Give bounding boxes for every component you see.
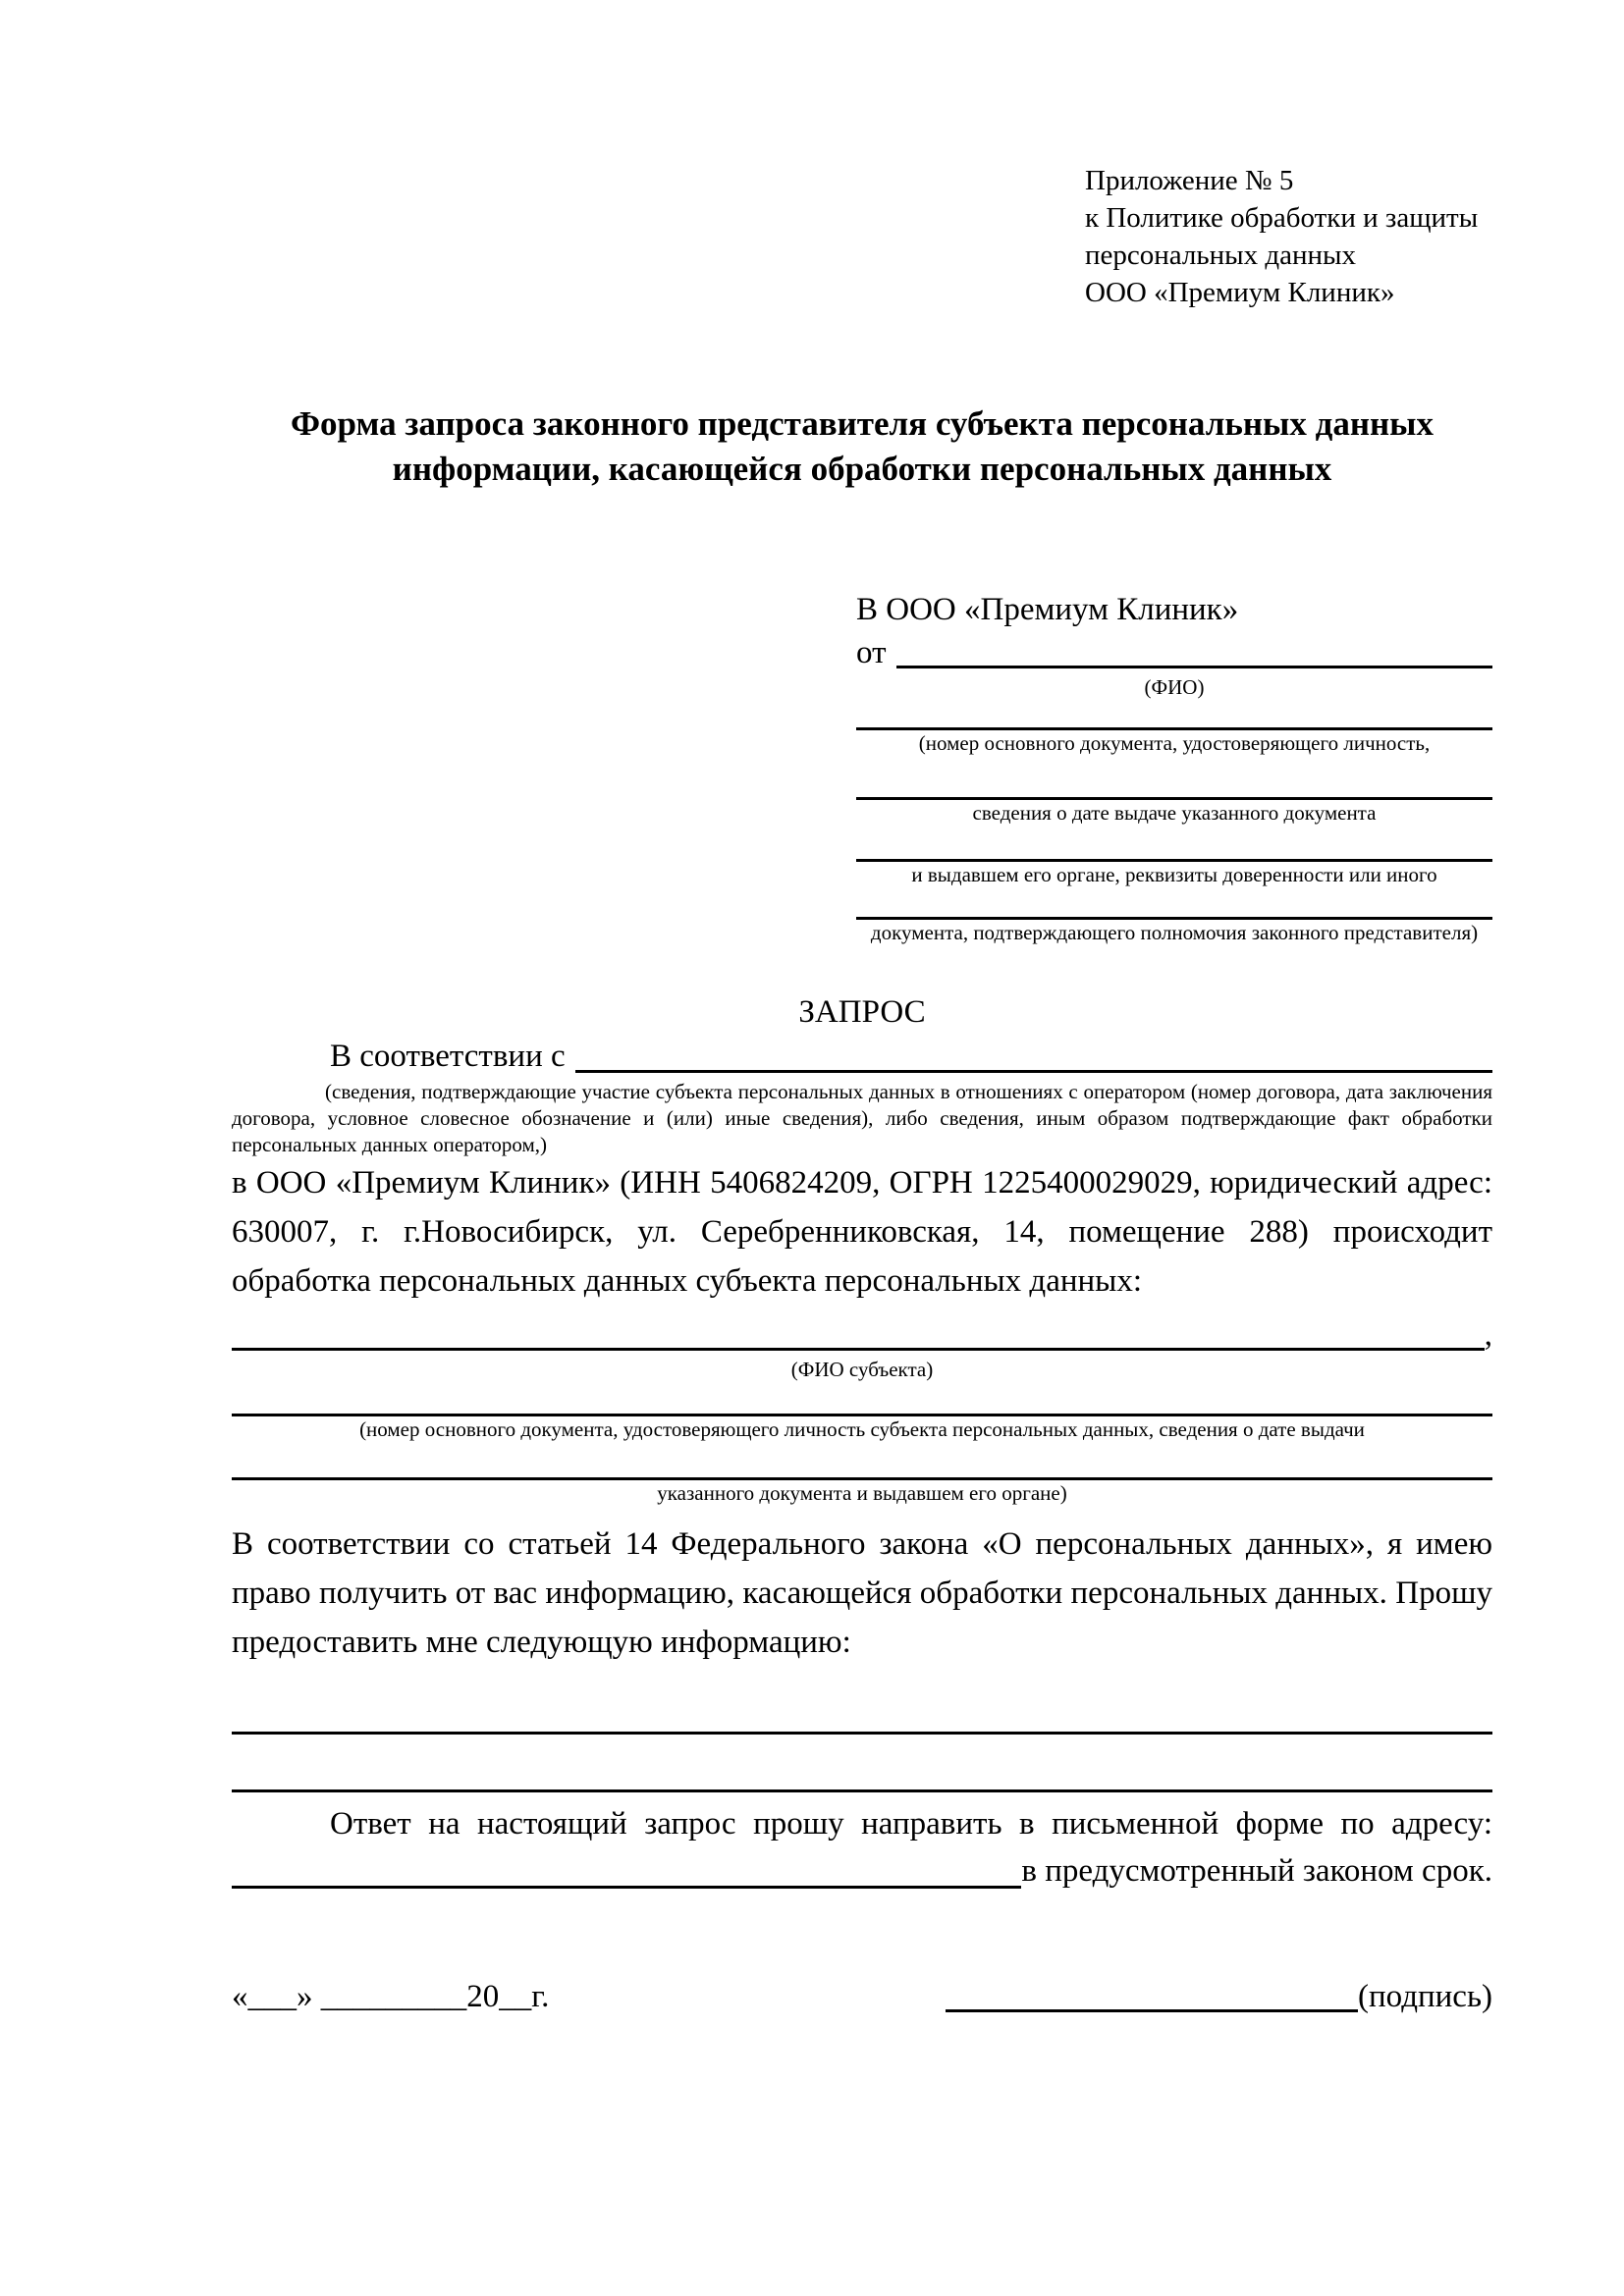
- signature-input-line[interactable]: [946, 2009, 1358, 2012]
- requested-information-input-line-2[interactable]: [232, 1789, 1492, 1792]
- fio-caption: (ФИО): [1144, 675, 1205, 699]
- relation-details-input-line[interactable]: [575, 1034, 1492, 1073]
- representative-fio-input-line[interactable]: [896, 631, 1493, 668]
- date-input-line[interactable]: «___» _________20__г.: [232, 1979, 550, 2014]
- subject-fio-row: [232, 1313, 1492, 1357]
- appendix-line: к Политике обработки и защиты: [1085, 202, 1479, 234]
- reply-address-row: [232, 1847, 1492, 1895]
- appendix-line: ООО «Премиум Клиник»: [1085, 277, 1395, 308]
- requested-information-input-line-1[interactable]: [232, 1732, 1492, 1735]
- subject-fio-caption: (ФИО субъекта): [790, 1358, 934, 1381]
- reply-deadline-text: в предусмотренный законом срок.: [1021, 1853, 1492, 1889]
- date-signature-row: [232, 1975, 1492, 2018]
- subject-document-caption-1: (номер основного документа, удостоверяющего личность субъекта персональных данных, сведения о дате выдачи: [359, 1417, 1365, 1441]
- addressee-organization: В ООО «Премиум Клиник»: [856, 592, 1239, 627]
- document-issue-date-caption: сведения о дате выдаче указанного документа: [972, 801, 1377, 825]
- reply-address-input-line[interactable]: [232, 1847, 1021, 1889]
- appendix-block: [1085, 162, 1507, 311]
- addressee-block: [856, 588, 1492, 945]
- from-row: [856, 631, 1492, 674]
- subject-fio-input-line[interactable]: [232, 1348, 1485, 1351]
- form-title: Форма запроса законного представителя субъекта персональных данных информации, касающейся обработки персональных данных: [291, 404, 1434, 488]
- signature-wrap: [946, 1975, 1492, 2018]
- subject-document-caption-2: указанного документа и выдавшем его органе): [657, 1481, 1067, 1505]
- intro-row: [232, 1034, 1492, 1079]
- appendix-line: персональных данных: [1085, 240, 1357, 271]
- from-label: от: [856, 635, 887, 670]
- appendix-line: Приложение № 5: [1085, 165, 1294, 196]
- issuing-authority-caption: и выдавшем его органе, реквизиты доверенности или иного: [911, 863, 1437, 886]
- trailing-comma: ,: [1484, 1317, 1492, 1353]
- authority-document-caption: документа, подтверждающего полномочия законного представителя): [870, 921, 1479, 944]
- document-number-caption: (номер основного документа, удостоверяющего личность,: [918, 731, 1431, 755]
- operator-paragraph: в ООО «Премиум Клиник» (ИНН 5406824209, ОГРН 1225400029029, юридический адрес: 630007, г. г.Новосибирск, ул. Серебренниковская, 14, помещение 288) происходит обработка персональных данных субъекта персональных данных:: [232, 1165, 1492, 1299]
- rights-paragraph: В соответствии со статьей 14 Федерального закона «О персональных данных», я имею право получить от вас информацию, касающейся обработки персональных данных. Прошу предоставить мне следующую информацию:: [232, 1526, 1492, 1660]
- reply-request-paragraph: Ответ на настоящий запрос прошу направить в письменной форме по адресу:: [330, 1806, 1492, 1842]
- intro-fine-print: (сведения, подтверждающие участие субъекта персональных данных в отношениях с оператором (номер договора, дата заключения договора, условное словесное обозначение и (или) иные сведения), либо сведения, иным образом подтверждающие факт обработки персональных данных оператором,): [232, 1080, 1492, 1156]
- request-heading: ЗАПРОС: [798, 994, 926, 1030]
- intro-label: В соответствии с: [330, 1039, 566, 1074]
- signature-caption: (подпись): [1358, 1979, 1492, 2014]
